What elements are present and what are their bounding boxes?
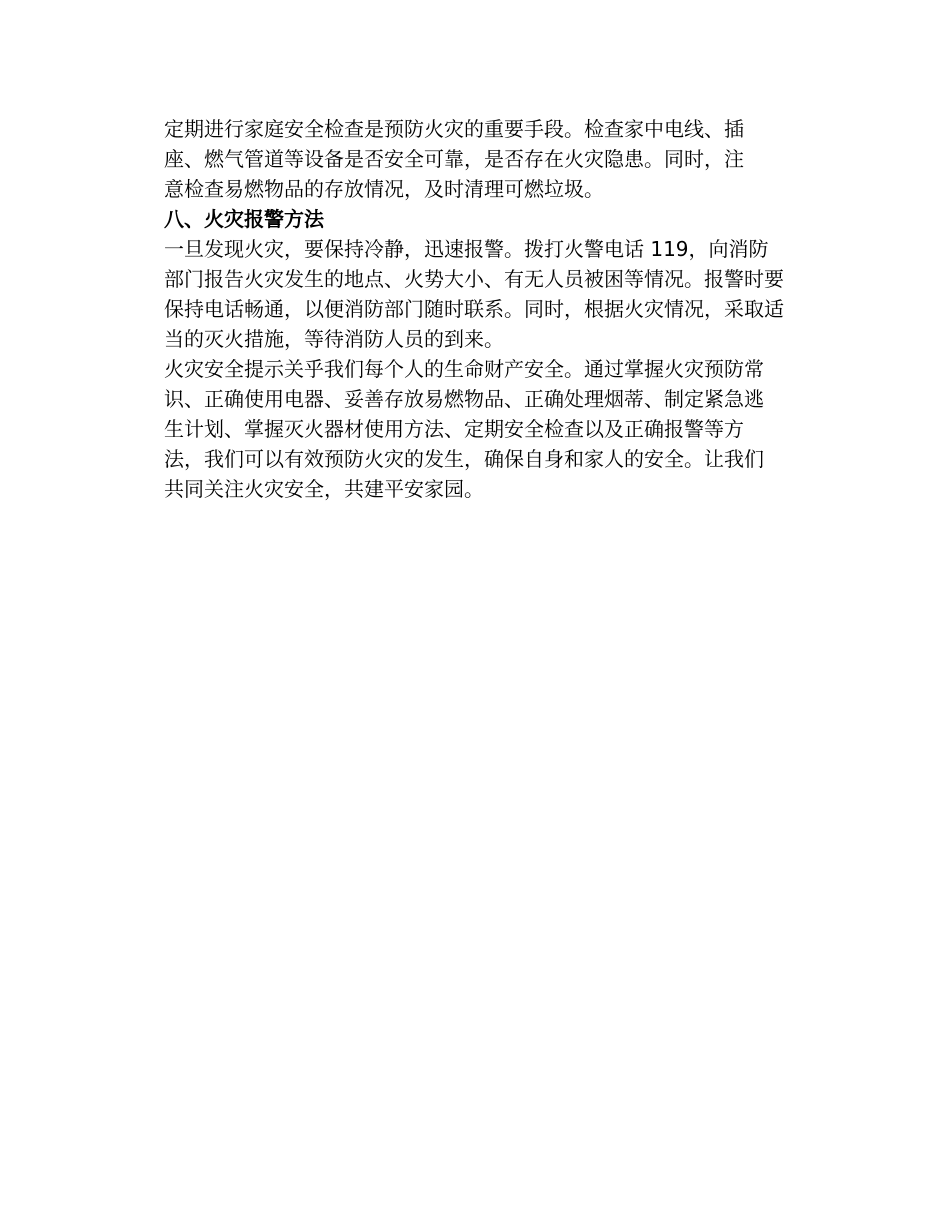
section-heading-fire-alarm: 八、火灾报警方法 xyxy=(164,207,324,231)
paragraph-home-safety-check: 定期进行家庭安全检查是预防火灾的重要手段。检查家中电线、插座、燃气管道等设备是否安全可靠，是否存在火灾隐患。同时，注意检查易燃物品的存放情况，及时清理可燃垃圾。 xyxy=(164,117,744,201)
paragraph-fire-alarm-method: 一旦发现火灾，要保持冷静，迅速报警。拨打火警电话 119，向消防部门报告火灾发生的地点、火势大小、有无人员被困等情况。报警时要保持电话畅通，以便消防部门随时联系。同时，根据火灾情况，采取适当的灭火措施，等待消防人员的到来。 xyxy=(164,237,784,351)
document-body xyxy=(164,114,786,504)
paragraph-fire-safety-summary: 火灾安全提示关乎我们每个人的生命财产安全。通过掌握火灾预防常识、正确使用电器、妥善存放易燃物品、正确处理烟蒂、制定紧急逃生计划、掌握灭火器材使用方法、定期安全检查以及正确报警等方法，我们可以有效预防火灾的发生，确保自身和家人的安全。让我们共同关注火灾安全，共建平安家园。 xyxy=(164,357,764,501)
